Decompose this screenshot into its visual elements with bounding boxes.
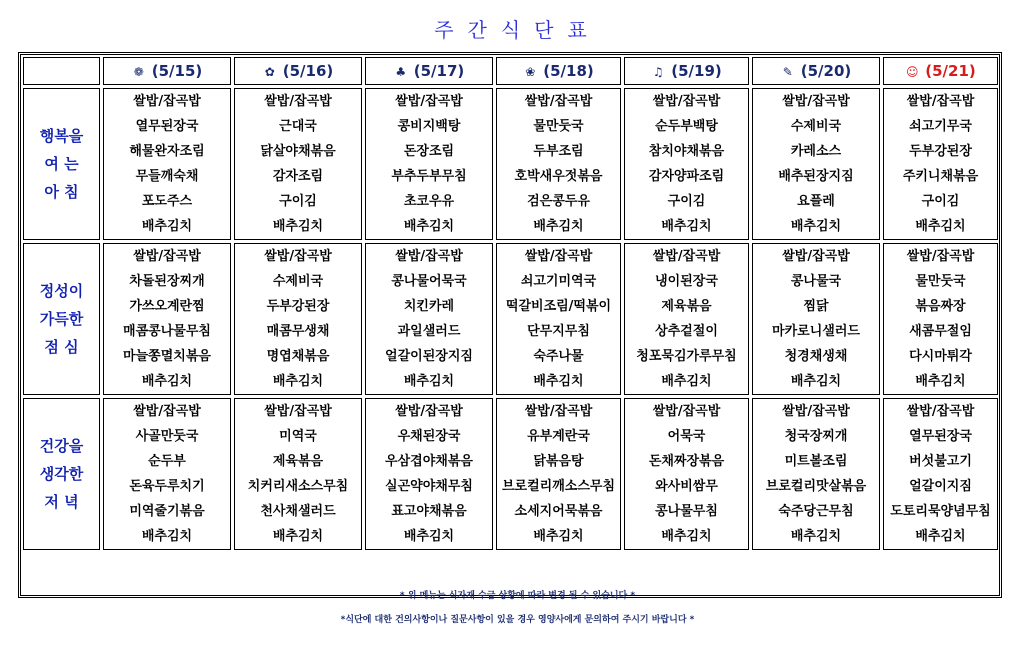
day-header: ♣ (5/17) — [365, 57, 493, 85]
menu-item: 배추김치 — [915, 219, 966, 234]
menu-item: 쌀밥/잡곡밥 — [782, 94, 850, 109]
menu-item: 배추김치 — [790, 374, 842, 389]
menu-cell — [496, 243, 621, 395]
menu-item: 매콤콩나물무침 — [123, 324, 211, 339]
menu-item: 배추김치 — [141, 219, 193, 234]
page-title: 주간식단표 — [434, 18, 601, 42]
menu-item: 쇠고기무국 — [909, 119, 972, 134]
day-header: ✿ (5/16) — [234, 57, 362, 85]
meal-label-line: 정성이 — [39, 282, 84, 300]
menu-cell — [883, 88, 998, 240]
menu-item: 쌀밥/잡곡밥 — [906, 249, 975, 264]
menu-item: 쌀밥/잡곡밥 — [133, 249, 201, 264]
menu-item: 배추김치 — [915, 374, 966, 389]
menu-item: 실곤약야채무침 — [385, 479, 473, 494]
menu-item: 얼갈이지짐 — [909, 479, 972, 494]
menu-item: 구이김 — [921, 194, 960, 209]
menu-item: 주키니채볶음 — [902, 169, 979, 184]
menu-item: 버섯불고기 — [909, 454, 972, 469]
menu-item: 돈채짜장볶음 — [648, 454, 725, 469]
meal-label — [23, 88, 100, 240]
menu-item: 과일샐러드 — [397, 324, 461, 339]
menu-item: 콩비지백탕 — [397, 119, 461, 134]
menu-item: 제육볶음 — [661, 299, 712, 314]
menu-item: 해물완자조림 — [129, 144, 205, 159]
menu-item: 치킨카레 — [403, 299, 455, 314]
menu-item: 숙주나물 — [533, 349, 584, 364]
menu-item: 닭살야채볶음 — [260, 144, 336, 159]
menu-item: 돈장조림 — [403, 144, 455, 159]
weekly-menu-table — [20, 54, 1001, 553]
menu-item: 닭볶음탕 — [533, 454, 584, 469]
corner-cell — [23, 57, 100, 85]
menu-item: 포도주스 — [141, 194, 193, 209]
menu-item: 쌀밥/잡곡밥 — [782, 249, 850, 264]
menu-cell — [234, 88, 362, 240]
menu-cell — [103, 243, 231, 395]
menu-item: 배추김치 — [272, 529, 324, 544]
menu-item: 콩나물어묵국 — [391, 274, 467, 289]
menu-item: 배추김치 — [533, 219, 584, 234]
menu-item: 참치야채볶음 — [648, 144, 725, 159]
menu-item: 배추김치 — [790, 219, 842, 234]
meal-label — [23, 398, 100, 550]
meal-label-line: 생각한 — [39, 465, 84, 483]
music-icon: ♫ — [652, 64, 664, 79]
menu-item: 우채된장국 — [397, 429, 461, 444]
menu-item: 떡갈비조림/떡볶이 — [505, 299, 612, 314]
meal-label-line: 아 침 — [44, 183, 79, 201]
menu-item: 가쓰오계란찜 — [129, 299, 205, 314]
menu-item: 쌀밥/잡곡밥 — [906, 94, 975, 109]
menu-cell — [752, 243, 880, 395]
menu-cell — [365, 243, 493, 395]
menu-cell — [365, 88, 493, 240]
menu-item: 쌀밥/잡곡밥 — [395, 94, 463, 109]
meal-label-line: 건강을 — [39, 437, 84, 455]
menu-item: 우삼겹야채볶음 — [385, 454, 473, 469]
menu-item: 쌀밥/잡곡밥 — [395, 249, 463, 264]
menu-item: 수제비국 — [790, 119, 842, 134]
menu-item: 무들깨숙채 — [135, 169, 199, 184]
smile-icon: ☺ — [905, 64, 919, 79]
menu-item: 냉이된장국 — [655, 274, 718, 289]
menu-item: 쌀밥/잡곡밥 — [264, 94, 332, 109]
menu-item: 제육볶음 — [272, 454, 324, 469]
menu-item: 청포묵김가루무침 — [636, 349, 737, 364]
menu-item: 부추두부무침 — [391, 169, 467, 184]
menu-item: 찜닭 — [803, 299, 829, 314]
menu-item: 미역줄기볶음 — [129, 504, 205, 519]
menu-item: 수제비국 — [272, 274, 324, 289]
meal-label-line: 점 심 — [44, 338, 79, 356]
menu-item: 배추김치 — [403, 529, 455, 544]
meal-label — [23, 243, 100, 395]
menu-item: 천사채샐러드 — [260, 504, 336, 519]
menu-item: 쌀밥/잡곡밥 — [133, 94, 201, 109]
menu-cell — [365, 398, 493, 550]
flower-icon: ❀ — [525, 64, 536, 79]
menu-cell — [103, 398, 231, 550]
menu-item: 콩나물무침 — [655, 504, 718, 519]
menu-item: 볶음짜장 — [915, 299, 966, 314]
menu-cell — [234, 243, 362, 395]
menu-item: 미트볼조림 — [784, 454, 848, 469]
menu-item: 쌀밥/잡곡밥 — [906, 404, 975, 419]
menu-item: 돈육두루치기 — [129, 479, 205, 494]
menu-item: 쌀밥/잡곡밥 — [524, 249, 593, 264]
menu-item: 배추김치 — [661, 529, 712, 544]
header-row — [23, 57, 998, 85]
menu-cell — [752, 88, 880, 240]
menu-item: 쌀밥/잡곡밥 — [264, 249, 332, 264]
day-header: ♫ (5/19) — [624, 57, 749, 85]
menu-item: 청국장찌개 — [784, 429, 848, 444]
menu-item: 두부강된장 — [909, 144, 972, 159]
menu-cell — [624, 398, 749, 550]
menu-item: 소세지어묵볶음 — [514, 504, 603, 519]
menu-item: 다시마튀각 — [909, 349, 972, 364]
pencil-icon: ✎ — [782, 64, 793, 79]
menu-item: 근대국 — [279, 119, 317, 134]
menu-item: 배추김치 — [403, 374, 455, 389]
menu-item: 배추김치 — [272, 219, 324, 234]
menu-item: 브로컬리맛살볶음 — [765, 479, 867, 494]
menu-item: 검은콩두유 — [527, 194, 590, 209]
menu-item: 브로컬리깨소스무침 — [501, 479, 616, 494]
flower-icon: ❁ — [133, 64, 144, 79]
menu-cell — [234, 398, 362, 550]
inquiry-text: *식단에 대한 건의사항이나 질문사항이 있을 경우 영양사에게 문의하여 주시기 바랍니다 * — [340, 615, 695, 625]
menu-item: 쌀밥/잡곡밥 — [652, 404, 721, 419]
menu-item: 열무된장국 — [135, 119, 199, 134]
menu-item: 감자조림 — [272, 169, 324, 184]
menu-item: 순두부백탕 — [655, 119, 718, 134]
menu-cell — [496, 88, 621, 240]
menu-item: 배추김치 — [403, 219, 455, 234]
menu-item: 배추김치 — [915, 529, 966, 544]
menu-item: 두부조림 — [533, 144, 584, 159]
menu-item: 물만둣국 — [915, 274, 966, 289]
meal-row — [23, 243, 998, 395]
menu-cell — [496, 398, 621, 550]
menu-item: 배추김치 — [533, 529, 584, 544]
day-header: ❁ (5/15) — [103, 57, 231, 85]
day-header: ✎ (5/20) — [752, 57, 880, 85]
menu-item: 쌀밥/잡곡밥 — [524, 94, 593, 109]
meal-label-line: 여 는 — [44, 155, 79, 173]
day-header-sunday: ☺ (5/21) — [883, 57, 998, 85]
menu-item: 배추김치 — [661, 219, 712, 234]
menu-item: 사골만둣국 — [135, 429, 199, 444]
menu-item: 얼갈이된장지짐 — [385, 349, 473, 364]
menu-item: 어묵국 — [667, 429, 706, 444]
menu-item: 콩나물국 — [790, 274, 842, 289]
menu-item: 쌀밥/잡곡밥 — [652, 94, 721, 109]
menu-item: 명엽채볶음 — [266, 349, 330, 364]
menu-cell — [883, 243, 998, 395]
menu-item: 쌀밥/잡곡밥 — [782, 404, 850, 419]
menu-cell — [624, 88, 749, 240]
menu-item: 두부강된장 — [266, 299, 330, 314]
notice-text: * 위 메뉴는 식자재 수급 상황에 따라 변경 될 수 있습니다 * — [399, 591, 636, 601]
menu-item: 마늘쫑멸치볶음 — [123, 349, 211, 364]
menu-item: 호박새우젓볶음 — [514, 169, 603, 184]
menu-item: 단무지무침 — [527, 324, 590, 339]
flower-icon: ✿ — [264, 64, 275, 79]
menu-item: 쌀밥/잡곡밥 — [524, 404, 593, 419]
menu-item: 구이김 — [279, 194, 317, 209]
menu-item: 순두부 — [148, 454, 186, 469]
menu-item: 치커리새소스무침 — [247, 479, 349, 494]
meal-label-line: 가득한 — [39, 310, 84, 328]
menu-item: 표고야채볶음 — [391, 504, 467, 519]
menu-item: 배추김치 — [141, 529, 193, 544]
menu-item: 감자양파조림 — [648, 169, 725, 184]
menu-item: 새콤무절임 — [909, 324, 972, 339]
meal-row — [23, 398, 998, 550]
menu-item: 초코우유 — [403, 194, 455, 209]
meal-label-line: 행복을 — [39, 127, 84, 145]
menu-cell — [624, 243, 749, 395]
menu-item: 마카로니샐러드 — [772, 324, 860, 339]
menu-item: 카레소스 — [790, 144, 842, 159]
menu-item: 열무된장국 — [909, 429, 972, 444]
menu-item: 배추김치 — [661, 374, 712, 389]
menu-item: 유부계란국 — [527, 429, 590, 444]
menu-item: 쇠고기미역국 — [520, 274, 597, 289]
menu-item: 구이김 — [667, 194, 706, 209]
menu-item: 배추김치 — [272, 374, 324, 389]
meal-row — [23, 88, 998, 240]
menu-item: 쌀밥/잡곡밥 — [652, 249, 721, 264]
menu-item: 쌀밥/잡곡밥 — [133, 404, 201, 419]
menu-item: 미역국 — [279, 429, 317, 444]
menu-item: 쌀밥/잡곡밥 — [395, 404, 463, 419]
menu-item: 배추김치 — [533, 374, 584, 389]
menu-item: 쌀밥/잡곡밥 — [264, 404, 332, 419]
menu-item: 요플레 — [797, 194, 835, 209]
menu-cell — [883, 398, 998, 550]
menu-item: 와사비쌈무 — [655, 479, 718, 494]
menu-item: 청경채생채 — [784, 349, 848, 364]
menu-item: 상추겉절이 — [655, 324, 718, 339]
clover-icon: ♣ — [395, 64, 407, 79]
menu-item: 도토리묵양념무침 — [890, 504, 991, 519]
menu-item: 숙주당근무침 — [778, 504, 854, 519]
menu-cell — [752, 398, 880, 550]
menu-item: 배추김치 — [790, 529, 842, 544]
menu-cell — [103, 88, 231, 240]
menu-item: 배추된장지짐 — [778, 169, 854, 184]
menu-item: 배추김치 — [141, 374, 193, 389]
meal-label-line: 저 녁 — [44, 493, 79, 511]
menu-item: 매콤무생채 — [266, 324, 330, 339]
menu-item: 차돌된장찌개 — [129, 274, 205, 289]
menu-item: 물만둣국 — [533, 119, 584, 134]
day-header: ❀ (5/18) — [496, 57, 621, 85]
